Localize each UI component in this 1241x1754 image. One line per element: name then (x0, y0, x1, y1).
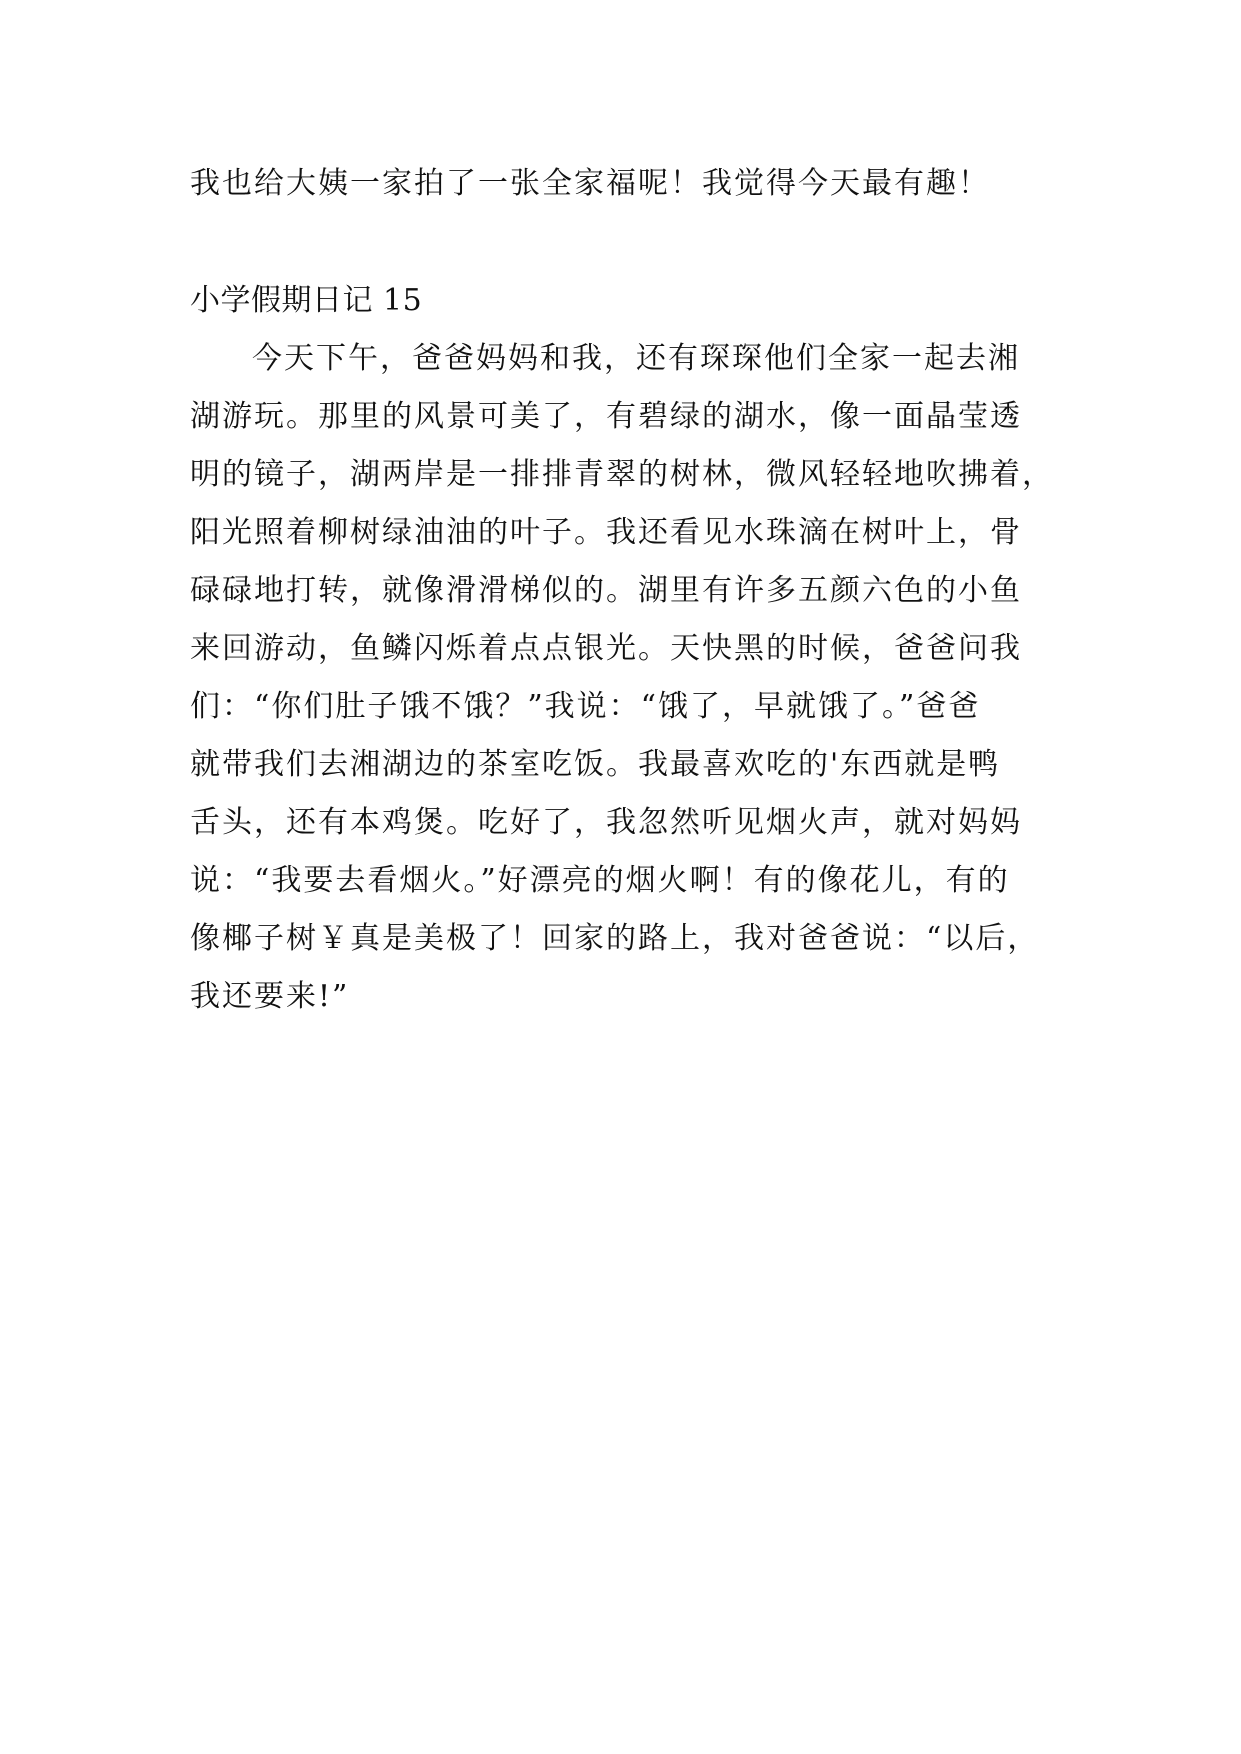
paragraph-line: 说：“我要去看烟火。”好漂亮的烟火啊！有的像花儿，有的 (190, 863, 1010, 898)
paragraph-line: 今天下午，爸爸妈妈和我，还有琛琛他们全家一起去湘 (252, 341, 1020, 376)
paragraph-line: 来回游动，鱼鳞闪烁着点点银光。天快黑的时候，爸爸问我 (190, 631, 1022, 666)
paragraph-line: 碌碌地打转，就像滑滑梯似的。湖里有许多五颜六色的小鱼 (190, 573, 1022, 608)
paragraph-line: 阳光照着柳树绿油油的叶子。我还看见水珠滴在树叶上，骨 (190, 515, 1022, 550)
diary-title: 小学假期日记 15 (190, 283, 423, 318)
intro-line: 我也给大姨一家拍了一张全家福呢！我觉得今天最有趣！ (190, 166, 990, 201)
paragraph-line: 像椰子树￥真是美极了！回家的路上，我对爸爸说：“以后， (190, 921, 1040, 956)
paragraph-line: 们：“你们肚子饿不饿？”我说：“饿了，早就饿了。”爸爸 (190, 689, 981, 724)
paragraph-line: 明的镜子，湖两岸是一排排青翠的树林，微风轻轻地吹拂着， (190, 457, 1054, 492)
paragraph-line: 湖游玩。那里的风景可美了，有碧绿的湖水，像一面晶莹透 (190, 399, 1022, 434)
paragraph-line: 就带我们去湘湖边的茶室吃饭。我最喜欢吃的'东西就是鸭 (190, 747, 1001, 782)
paragraph-line: 舌头，还有本鸡煲。吃好了，我忽然听见烟火声，就对妈妈 (190, 805, 1022, 840)
paragraph-line: 我还要来!” (190, 979, 350, 1014)
